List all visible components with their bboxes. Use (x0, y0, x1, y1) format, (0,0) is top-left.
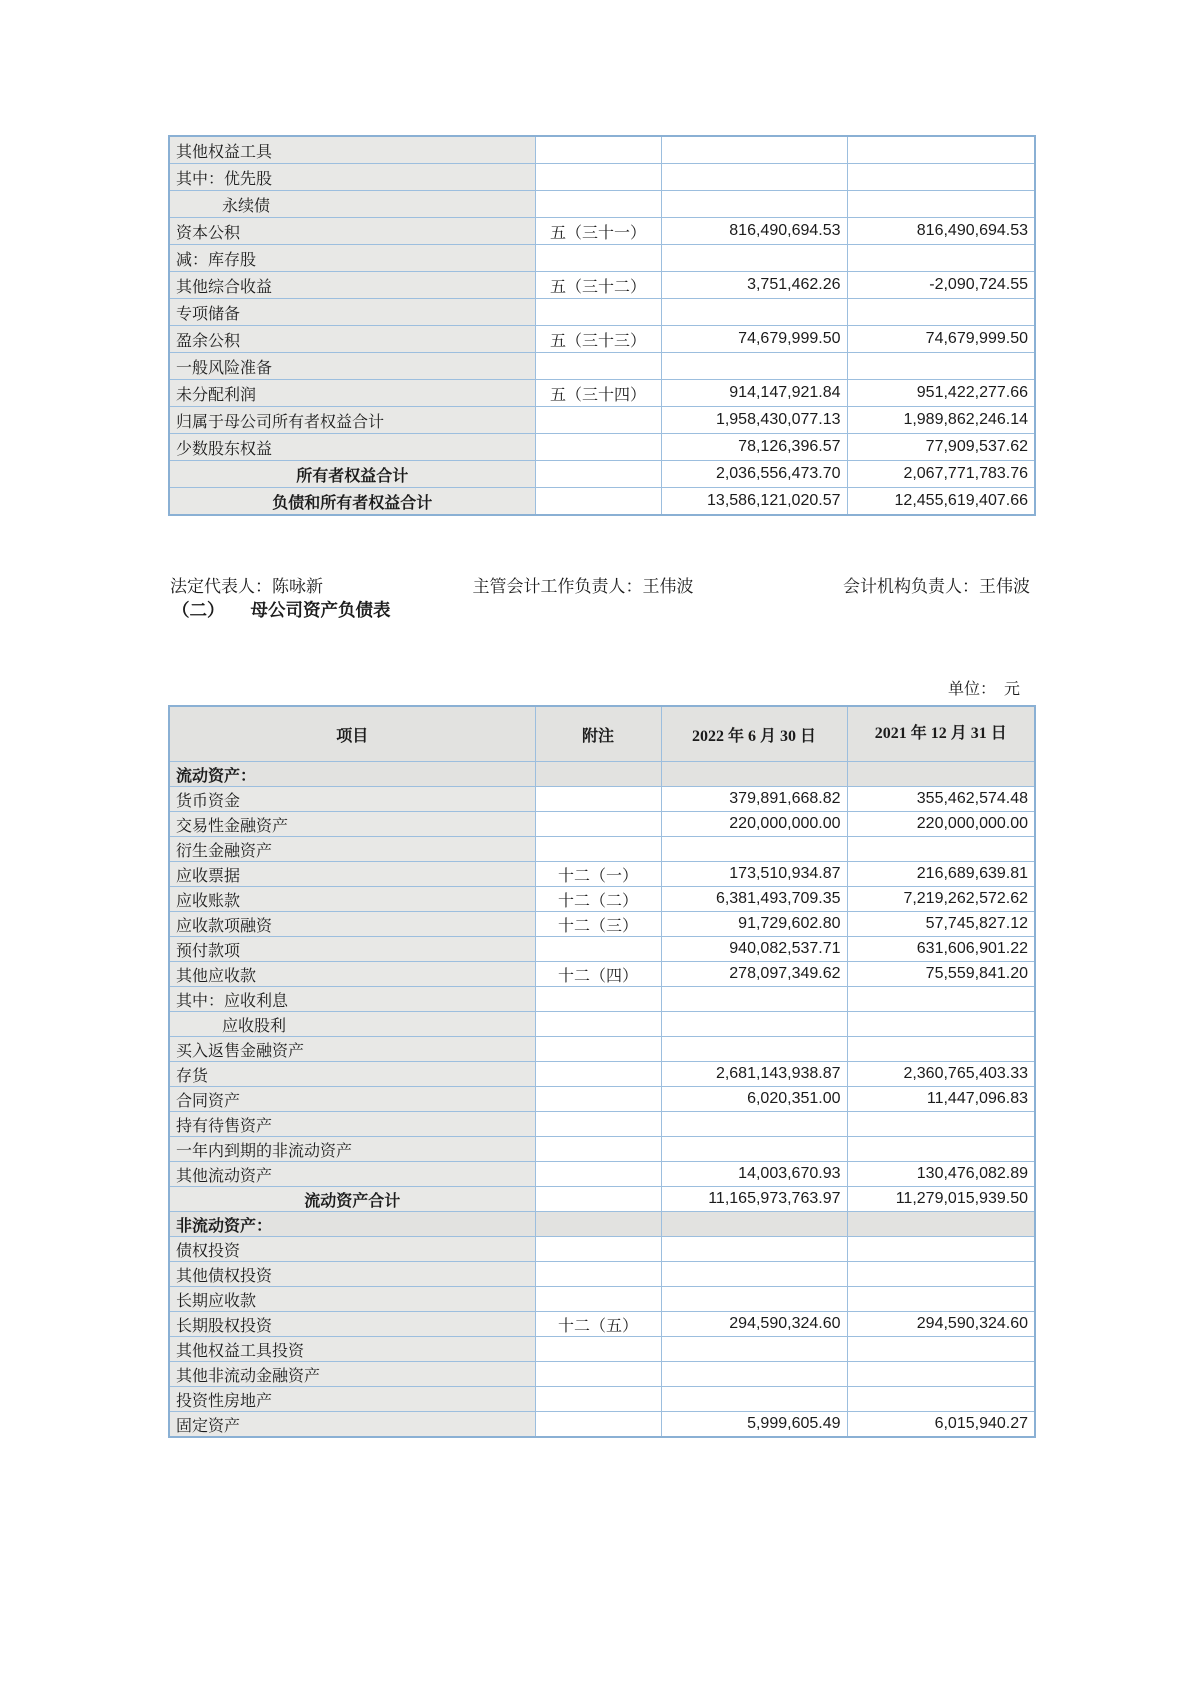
item-cell: 一年内到期的非流动资产 (169, 1137, 535, 1162)
value-2022-cell: 6,381,493,709.35 (661, 887, 847, 912)
value-2022-cell: 11,165,973,763.97 (661, 1187, 847, 1212)
section-title: 母公司资产负债表 (250, 600, 391, 620)
value-2021-cell (847, 136, 1035, 164)
value-2021-cell: 11,279,015,939.50 (847, 1187, 1035, 1212)
item-cell: 货币资金 (169, 787, 535, 812)
note-cell: 十二（一） (535, 862, 661, 887)
note-cell (535, 987, 661, 1012)
value-2021-cell (847, 1112, 1035, 1137)
item-cell: 其他流动资产 (169, 1162, 535, 1187)
note-cell: 五（三十二） (535, 272, 661, 299)
table-row (169, 299, 1035, 326)
item-cell: 预付款项 (169, 937, 535, 962)
item-cell: 少数股东权益 (169, 434, 535, 461)
value-2022-cell: 74,679,999.50 (661, 326, 847, 353)
value-2022-cell (661, 1212, 847, 1237)
table-row (169, 1137, 1035, 1162)
note-cell (535, 1012, 661, 1037)
value-2022-cell (661, 1287, 847, 1312)
note-cell (535, 762, 661, 787)
table-row (169, 1412, 1035, 1438)
item-cell: 应收款项融资 (169, 912, 535, 937)
value-2021-cell: 57,745,827.12 (847, 912, 1035, 937)
table-row (169, 1237, 1035, 1262)
table-row (169, 787, 1035, 812)
table-row (169, 837, 1035, 862)
item-cell: 永续债 (169, 191, 535, 218)
value-2022-cell (661, 1337, 847, 1362)
accounting-dept-head-label: 会计机构负责人：王伟波 (843, 577, 1030, 596)
value-2022-cell (661, 762, 847, 787)
value-2022-cell: 6,020,351.00 (661, 1087, 847, 1112)
table-row (169, 1287, 1035, 1312)
parent-company-balance-sheet-table (168, 705, 1036, 1438)
value-2021-cell (847, 837, 1035, 862)
value-2022-cell (661, 299, 847, 326)
item-cell: 债权投资 (169, 1237, 535, 1262)
item-cell: 交易性金融资产 (169, 812, 535, 837)
table-row (169, 937, 1035, 962)
section-number: （二） (172, 600, 225, 620)
value-2021-cell (847, 1237, 1035, 1262)
table-row (169, 1212, 1035, 1237)
table-header-row (169, 706, 1035, 762)
value-2021-cell: 816,490,694.53 (847, 218, 1035, 245)
item-cell: 其他权益工具投资 (169, 1337, 535, 1362)
value-2022-cell: 5,999,605.49 (661, 1412, 847, 1438)
item-cell: 其他应收款 (169, 962, 535, 987)
table-row (169, 1187, 1035, 1212)
value-2021-cell: 130,476,082.89 (847, 1162, 1035, 1187)
note-cell (535, 1212, 661, 1237)
item-cell: 其他非流动金融资产 (169, 1362, 535, 1387)
note-cell: 十二（二） (535, 887, 661, 912)
note-cell (535, 1037, 661, 1062)
table-row (169, 862, 1035, 887)
note-cell (535, 191, 661, 218)
table-row (169, 326, 1035, 353)
value-2021-cell: 6,015,940.27 (847, 1412, 1035, 1438)
value-2022-cell: 14,003,670.93 (661, 1162, 847, 1187)
table-row (169, 191, 1035, 218)
value-2021-cell: 951,422,277.66 (847, 380, 1035, 407)
note-cell (535, 1062, 661, 1087)
table-row (169, 1387, 1035, 1412)
value-2022-cell: 78,126,396.57 (661, 434, 847, 461)
value-2022-cell (661, 1387, 847, 1412)
value-2021-cell (847, 164, 1035, 191)
note-cell (535, 937, 661, 962)
value-2022-cell: 2,036,556,473.70 (661, 461, 847, 488)
note-cell (535, 353, 661, 380)
note-cell: 十二（三） (535, 912, 661, 937)
item-cell: 合同资产 (169, 1087, 535, 1112)
value-2022-cell: 914,147,921.84 (661, 380, 847, 407)
value-2021-cell (847, 1287, 1035, 1312)
signature-line (170, 572, 1030, 597)
item-cell: 盈余公积 (169, 326, 535, 353)
value-2022-cell: 816,490,694.53 (661, 218, 847, 245)
value-2022-cell: 2,681,143,938.87 (661, 1062, 847, 1087)
note-cell (535, 299, 661, 326)
value-2022-cell: 220,000,000.00 (661, 812, 847, 837)
value-2022-cell: 940,082,537.71 (661, 937, 847, 962)
header-note: 附注 (535, 706, 661, 762)
value-2022-cell (661, 245, 847, 272)
item-cell: 应收账款 (169, 887, 535, 912)
table-row (169, 1012, 1035, 1037)
note-cell (535, 488, 661, 516)
value-2022-cell: 278,097,349.62 (661, 962, 847, 987)
value-2021-cell: 355,462,574.48 (847, 787, 1035, 812)
item-cell: 流动资产： (169, 762, 535, 787)
value-2021-cell (847, 987, 1035, 1012)
value-2021-cell (847, 1137, 1035, 1162)
value-2021-cell: 7,219,262,572.62 (847, 887, 1035, 912)
value-2022-cell (661, 1037, 847, 1062)
note-cell (535, 1237, 661, 1262)
table-row (169, 812, 1035, 837)
note-cell (535, 434, 661, 461)
item-cell: 其他权益工具 (169, 136, 535, 164)
note-cell (535, 1287, 661, 1312)
value-2021-cell (847, 1012, 1035, 1037)
value-2022-cell (661, 164, 847, 191)
item-cell: 归属于母公司所有者权益合计 (169, 407, 535, 434)
item-cell: 长期应收款 (169, 1287, 535, 1312)
value-2022-cell (661, 1262, 847, 1287)
note-cell (535, 407, 661, 434)
table-row (169, 136, 1035, 164)
item-cell: 专项储备 (169, 299, 535, 326)
item-cell: 一般风险准备 (169, 353, 535, 380)
note-cell (535, 461, 661, 488)
table-row (169, 353, 1035, 380)
note-cell (535, 136, 661, 164)
item-cell: 其他综合收益 (169, 272, 535, 299)
table-row (169, 380, 1035, 407)
item-cell: 投资性房地产 (169, 1387, 535, 1412)
table-row (169, 887, 1035, 912)
legal-representative-label: 法定代表人：陈咏新 (170, 577, 323, 596)
value-2021-cell: 11,447,096.83 (847, 1087, 1035, 1112)
item-cell: 减：库存股 (169, 245, 535, 272)
unit-label: 单位： 元 (947, 681, 1020, 698)
value-2021-cell: 2,360,765,403.33 (847, 1062, 1035, 1087)
table-row (169, 1362, 1035, 1387)
note-cell: 五（三十三） (535, 326, 661, 353)
value-2021-cell (847, 1362, 1035, 1387)
item-cell: 固定资产 (169, 1412, 535, 1438)
table-row (169, 912, 1035, 937)
value-2021-cell: 220,000,000.00 (847, 812, 1035, 837)
value-2021-cell (847, 1262, 1035, 1287)
note-cell (535, 787, 661, 812)
table-row (169, 1262, 1035, 1287)
item-cell: 衍生金融资产 (169, 837, 535, 862)
value-2022-cell (661, 191, 847, 218)
item-cell: 买入返售金融资产 (169, 1037, 535, 1062)
table-row (169, 962, 1035, 987)
value-2021-cell (847, 191, 1035, 218)
value-2021-cell: -2,090,724.55 (847, 272, 1035, 299)
item-cell: 应收票据 (169, 862, 535, 887)
note-cell (535, 1162, 661, 1187)
value-2022-cell (661, 1012, 847, 1037)
value-2022-cell (661, 837, 847, 862)
note-cell (535, 1137, 661, 1162)
value-2022-cell: 173,510,934.87 (661, 862, 847, 887)
value-2021-cell (847, 1212, 1035, 1237)
note-cell (535, 1387, 661, 1412)
note-cell: 十二（五） (535, 1312, 661, 1337)
value-2021-cell (847, 299, 1035, 326)
value-2021-cell: 216,689,639.81 (847, 862, 1035, 887)
table-row (169, 407, 1035, 434)
note-cell: 十二（四） (535, 962, 661, 987)
value-2021-cell: 74,679,999.50 (847, 326, 1035, 353)
value-2021-cell: 294,590,324.60 (847, 1312, 1035, 1337)
header-2022: 2022 年 6 月 30 日 (661, 706, 847, 762)
value-2021-cell (847, 1037, 1035, 1062)
value-2021-cell: 2,067,771,783.76 (847, 461, 1035, 488)
value-2021-cell: 1,989,862,246.14 (847, 407, 1035, 434)
value-2021-cell (847, 353, 1035, 380)
value-2021-cell (847, 1387, 1035, 1412)
table-row (169, 434, 1035, 461)
note-cell (535, 1187, 661, 1212)
value-2021-cell: 77,909,537.62 (847, 434, 1035, 461)
item-cell: 所有者权益合计 (169, 461, 535, 488)
note-cell (535, 1412, 661, 1438)
value-2022-cell (661, 353, 847, 380)
item-cell: 其中：优先股 (169, 164, 535, 191)
section-heading (172, 597, 391, 622)
item-cell: 非流动资产： (169, 1212, 535, 1237)
table-row (169, 1337, 1035, 1362)
table-row (169, 1312, 1035, 1337)
note-cell (535, 1337, 661, 1362)
value-2021-cell (847, 245, 1035, 272)
value-2022-cell: 13,586,121,020.57 (661, 488, 847, 516)
value-2022-cell: 379,891,668.82 (661, 787, 847, 812)
note-cell (535, 1112, 661, 1137)
note-cell (535, 164, 661, 191)
item-cell: 流动资产合计 (169, 1187, 535, 1212)
table-row (169, 488, 1035, 516)
header-2021: 2021 年 12 月 31 日 (847, 706, 1035, 762)
note-cell: 五（三十一） (535, 218, 661, 245)
item-cell: 存货 (169, 1062, 535, 1087)
table-row (169, 272, 1035, 299)
note-cell: 五（三十四） (535, 380, 661, 407)
table-row (169, 164, 1035, 191)
item-cell: 负债和所有者权益合计 (169, 488, 535, 516)
table-row (169, 1087, 1035, 1112)
table-row (169, 218, 1035, 245)
value-2022-cell (661, 136, 847, 164)
chief-accounting-officer-label: 主管会计工作负责人：王伟波 (472, 577, 694, 596)
item-cell: 其他债权投资 (169, 1262, 535, 1287)
item-cell: 应收股利 (169, 1012, 535, 1037)
table-row (169, 461, 1035, 488)
table-row (169, 1162, 1035, 1187)
note-cell (535, 1262, 661, 1287)
value-2022-cell: 294,590,324.60 (661, 1312, 847, 1337)
value-2021-cell (847, 1337, 1035, 1362)
table-row (169, 987, 1035, 1012)
value-2021-cell: 12,455,619,407.66 (847, 488, 1035, 516)
value-2022-cell (661, 1137, 847, 1162)
item-cell: 未分配利润 (169, 380, 535, 407)
value-2022-cell: 91,729,602.80 (661, 912, 847, 937)
table-row (169, 1037, 1035, 1062)
value-2022-cell: 3,751,462.26 (661, 272, 847, 299)
note-cell (535, 1362, 661, 1387)
value-2022-cell (661, 1237, 847, 1262)
value-2022-cell (661, 1112, 847, 1137)
note-cell (535, 837, 661, 862)
item-cell: 持有待售资产 (169, 1112, 535, 1137)
table-row (169, 1062, 1035, 1087)
note-cell (535, 812, 661, 837)
note-cell (535, 1087, 661, 1112)
item-cell: 其中：应收利息 (169, 987, 535, 1012)
value-2021-cell: 631,606,901.22 (847, 937, 1035, 962)
item-cell: 长期股权投资 (169, 1312, 535, 1337)
table-row (169, 245, 1035, 272)
value-2022-cell (661, 987, 847, 1012)
table-row (169, 1112, 1035, 1137)
consolidated-balance-sheet-equity-table (168, 135, 1036, 516)
header-item: 项目 (169, 706, 535, 762)
value-2022-cell: 1,958,430,077.13 (661, 407, 847, 434)
item-cell: 资本公积 (169, 218, 535, 245)
value-2021-cell (847, 762, 1035, 787)
table-row (169, 762, 1035, 787)
note-cell (535, 245, 661, 272)
value-2021-cell: 75,559,841.20 (847, 962, 1035, 987)
value-2022-cell (661, 1362, 847, 1387)
